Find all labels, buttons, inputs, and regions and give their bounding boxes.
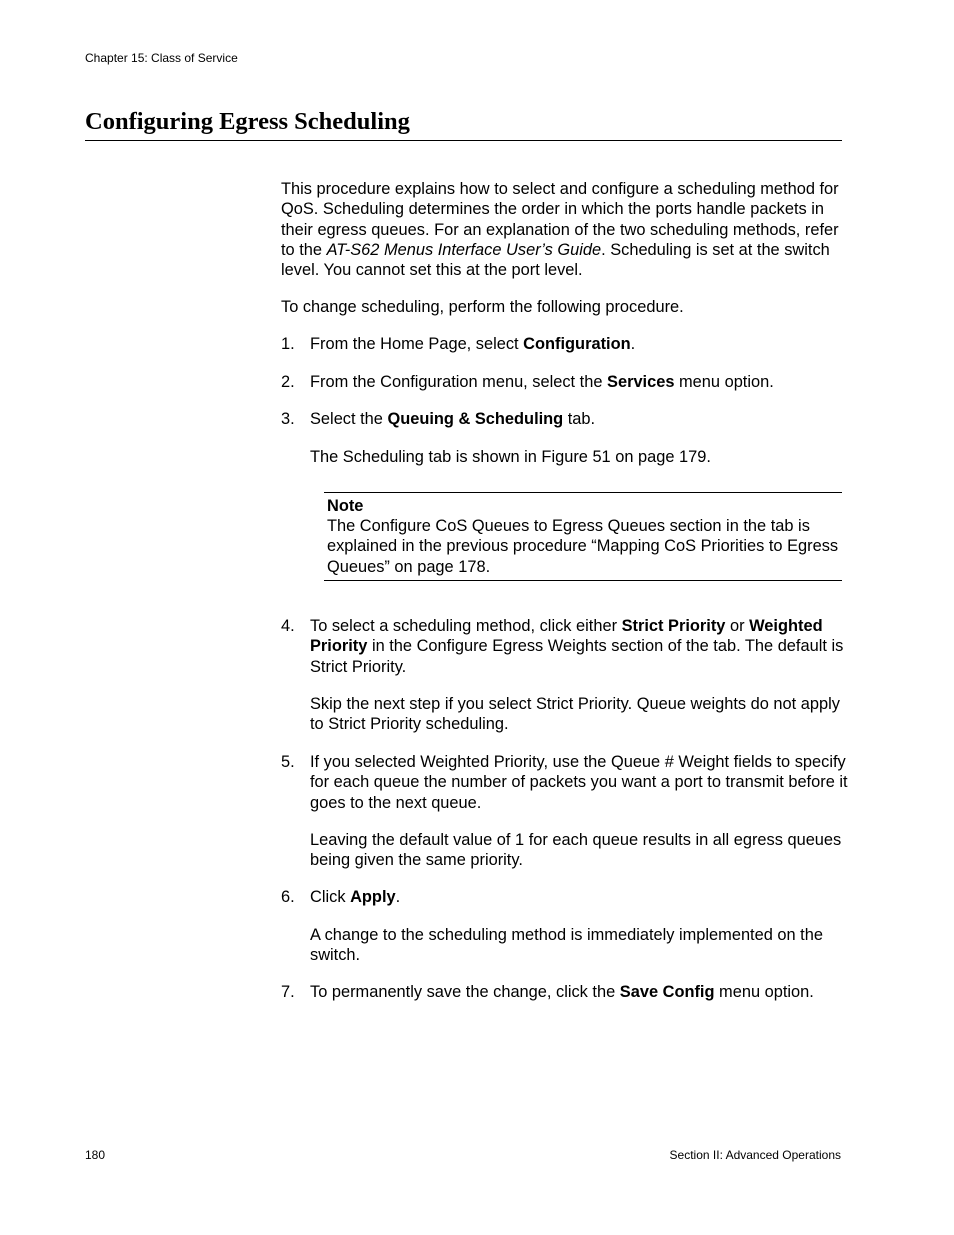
- procedure-lead: To change scheduling, perform the following procedure.: [281, 298, 684, 316]
- step-4-text: [310, 616, 850, 677]
- step-text-part: From the Configuration menu, select the: [310, 373, 608, 391]
- ui-term: Queuing & Scheduling: [387, 410, 564, 428]
- step-number: 4.: [281, 617, 295, 635]
- ui-term: Services: [607, 373, 675, 391]
- step-text-part: menu option.: [674, 373, 774, 391]
- section-title: Configuring Egress Scheduling: [85, 108, 410, 135]
- ui-term: Save Config: [619, 983, 715, 1001]
- running-footer: Section II: Advanced Operations: [669, 1148, 841, 1162]
- step-5-text: If you selected Weighted Priority, use the Queue # Weight fields to specify for each queue the number of packets you want a port to transmit before it goes to the next queue.: [310, 753, 848, 812]
- step-6-detail: A change to the scheduling method is immediately implemented on the switch.: [310, 926, 823, 965]
- step-text-part: in the Configure Egress Weights section of the tab. The default is Strict Priority.: [310, 637, 844, 676]
- step-text-part: .: [630, 335, 636, 353]
- step-text-part: From the Home Page, select: [310, 335, 524, 353]
- step-3-text: [310, 409, 850, 429]
- step-number: 2.: [281, 373, 295, 391]
- note-text: The Configure CoS Queues to Egress Queues section in the tab is explained in the previous procedure “Mapping CoS Priorities to Egress Queues” on page 178.: [327, 517, 839, 576]
- step-text-part: or: [725, 617, 750, 635]
- title-rule: [85, 140, 842, 141]
- running-header: Chapter 15: Class of Service: [85, 51, 238, 65]
- step-1-text: [310, 334, 850, 354]
- step-text-part: To permanently save the change, click the: [310, 983, 620, 1001]
- step-text-part: To select a scheduling method, click either: [310, 617, 622, 635]
- step-number: 1.: [281, 335, 295, 353]
- step-text-part: .: [395, 888, 401, 906]
- guide-title: AT-S62 Menus Interface User’s Guide: [326, 240, 602, 259]
- step-5-detail: Leaving the default value of 1 for each queue results in all egress queues being given the same priority.: [310, 831, 842, 870]
- step-7-text: [310, 982, 850, 1002]
- ui-term: Apply: [350, 888, 396, 906]
- step-6-text: [310, 887, 850, 907]
- intro-text-a: This procedure explains how to select and configure a scheduling method for QoS. Scheduling determines the order in which the ports handle packets in their egress queues. For an explanation of the two scheduling methods, refer to the: [281, 180, 839, 259]
- note-box: [324, 492, 842, 581]
- step-text-part: Click: [310, 888, 351, 906]
- step-4-detail: Skip the next step if you select Strict Priority. Queue weights do not apply to Strict Priority scheduling.: [310, 695, 840, 734]
- step-text-part: menu option.: [714, 983, 814, 1001]
- ui-term: Configuration: [523, 335, 631, 353]
- step-2-text: [310, 372, 850, 392]
- step-text-part: tab.: [563, 410, 596, 428]
- step-3-detail: The Scheduling tab is shown in Figure 51 on page 179.: [310, 448, 711, 466]
- note-title: Note: [327, 497, 364, 515]
- step-number: 7.: [281, 983, 295, 1001]
- ui-term: Strict Priority: [621, 617, 726, 635]
- intro-text-b: . Scheduling is set at the switch level. You cannot set this at the port level.: [281, 240, 830, 280]
- ui-term: Weighted Priority: [310, 617, 823, 656]
- intro-paragraph: [281, 179, 846, 280]
- step-number: 3.: [281, 410, 295, 428]
- step-number: 5.: [281, 753, 295, 771]
- step-text-part: Select the: [310, 410, 388, 428]
- step-number: 6.: [281, 888, 295, 906]
- page-number: 180: [85, 1148, 106, 1162]
